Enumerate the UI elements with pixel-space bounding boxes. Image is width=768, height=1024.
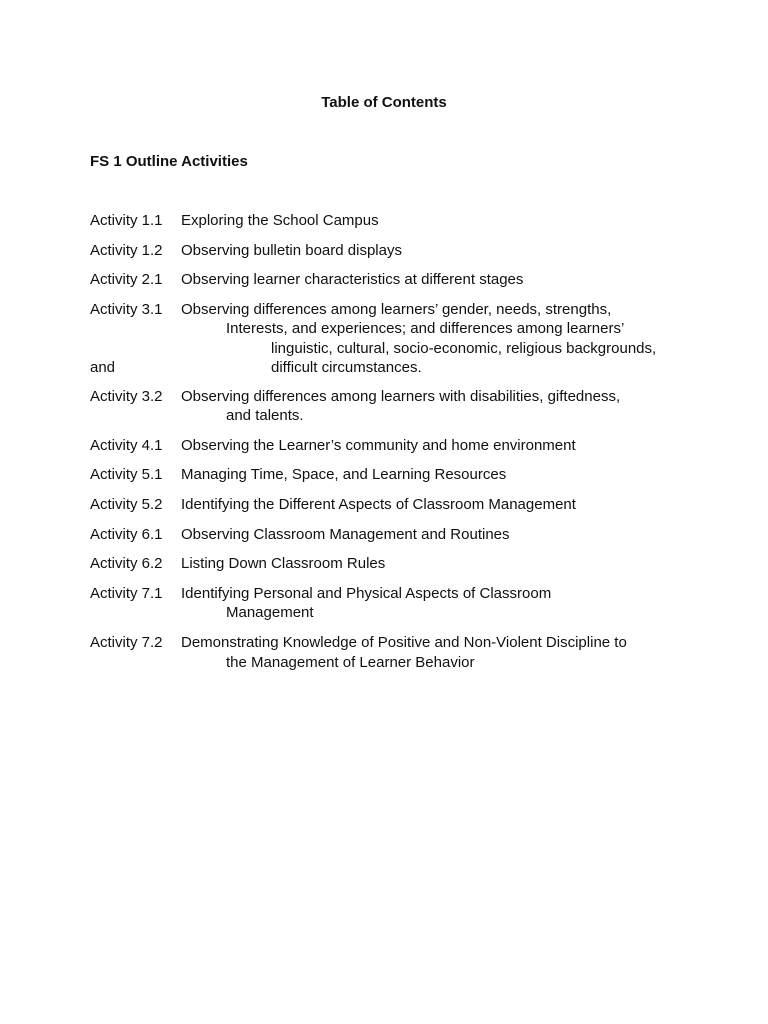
toc-entry-continuation: the Management of Learner Behavior bbox=[226, 654, 475, 671]
toc-entry-title: Demonstrating Knowledge of Positive and Non-Violent Discipline to bbox=[181, 634, 627, 651]
toc-entry-continuation: linguistic, cultural, socio-economic, religious backgrounds, bbox=[271, 340, 657, 357]
toc-entry-title: Observing the Learner’s community and home environment bbox=[181, 437, 576, 454]
toc-entry-label: Activity 7.1 bbox=[90, 585, 163, 602]
toc-entry-label: Activity 3.2 bbox=[90, 388, 163, 405]
toc-entry-title: Observing bulletin board displays bbox=[181, 242, 402, 259]
toc-entry-label: Activity 6.1 bbox=[90, 526, 163, 543]
toc-entry-title: Observing differences among learners with disabilities, giftedness, bbox=[181, 388, 621, 405]
section-heading: FS 1 Outline Activities bbox=[90, 153, 248, 170]
toc-entry-continuation: Interests, and experiences; and differences among learners’ bbox=[226, 320, 625, 337]
toc-entry-title: Observing differences among learners’ gender, needs, strengths, bbox=[181, 301, 612, 318]
toc-entry-title: Identifying Personal and Physical Aspects of Classroom bbox=[181, 585, 552, 602]
toc-entry-title: Identifying the Different Aspects of Classroom Management bbox=[181, 496, 576, 513]
toc-entry-continuation: and talents. bbox=[226, 407, 304, 424]
page-title: Table of Contents bbox=[321, 94, 447, 111]
toc-entry-label: Activity 7.2 bbox=[90, 634, 163, 651]
toc-entry-title: Observing learner characteristics at different stages bbox=[181, 271, 524, 288]
toc-entry-title: Exploring the School Campus bbox=[181, 212, 379, 229]
toc-entry-continuation: Management bbox=[226, 604, 314, 621]
toc-entry-label: Activity 4.1 bbox=[90, 437, 163, 454]
toc-entry-label: Activity 5.1 bbox=[90, 466, 163, 483]
toc-entry-continuation: difficult circumstances. bbox=[271, 359, 422, 376]
toc-entry-title: Listing Down Classroom Rules bbox=[181, 555, 386, 572]
toc-entry-label: Activity 3.1 bbox=[90, 301, 163, 318]
stray-word: and bbox=[90, 359, 116, 376]
toc-entry-label: Activity 5.2 bbox=[90, 496, 163, 513]
toc-entry-label: Activity 1.1 bbox=[90, 212, 163, 229]
toc-entry-label: Activity 2.1 bbox=[90, 271, 163, 288]
toc-entry-title: Observing Classroom Management and Routines bbox=[181, 526, 510, 543]
toc-entry-label: Activity 6.2 bbox=[90, 555, 163, 572]
toc-entry-title: Managing Time, Space, and Learning Resources bbox=[181, 466, 507, 483]
toc-entry-label: Activity 1.2 bbox=[90, 242, 163, 259]
